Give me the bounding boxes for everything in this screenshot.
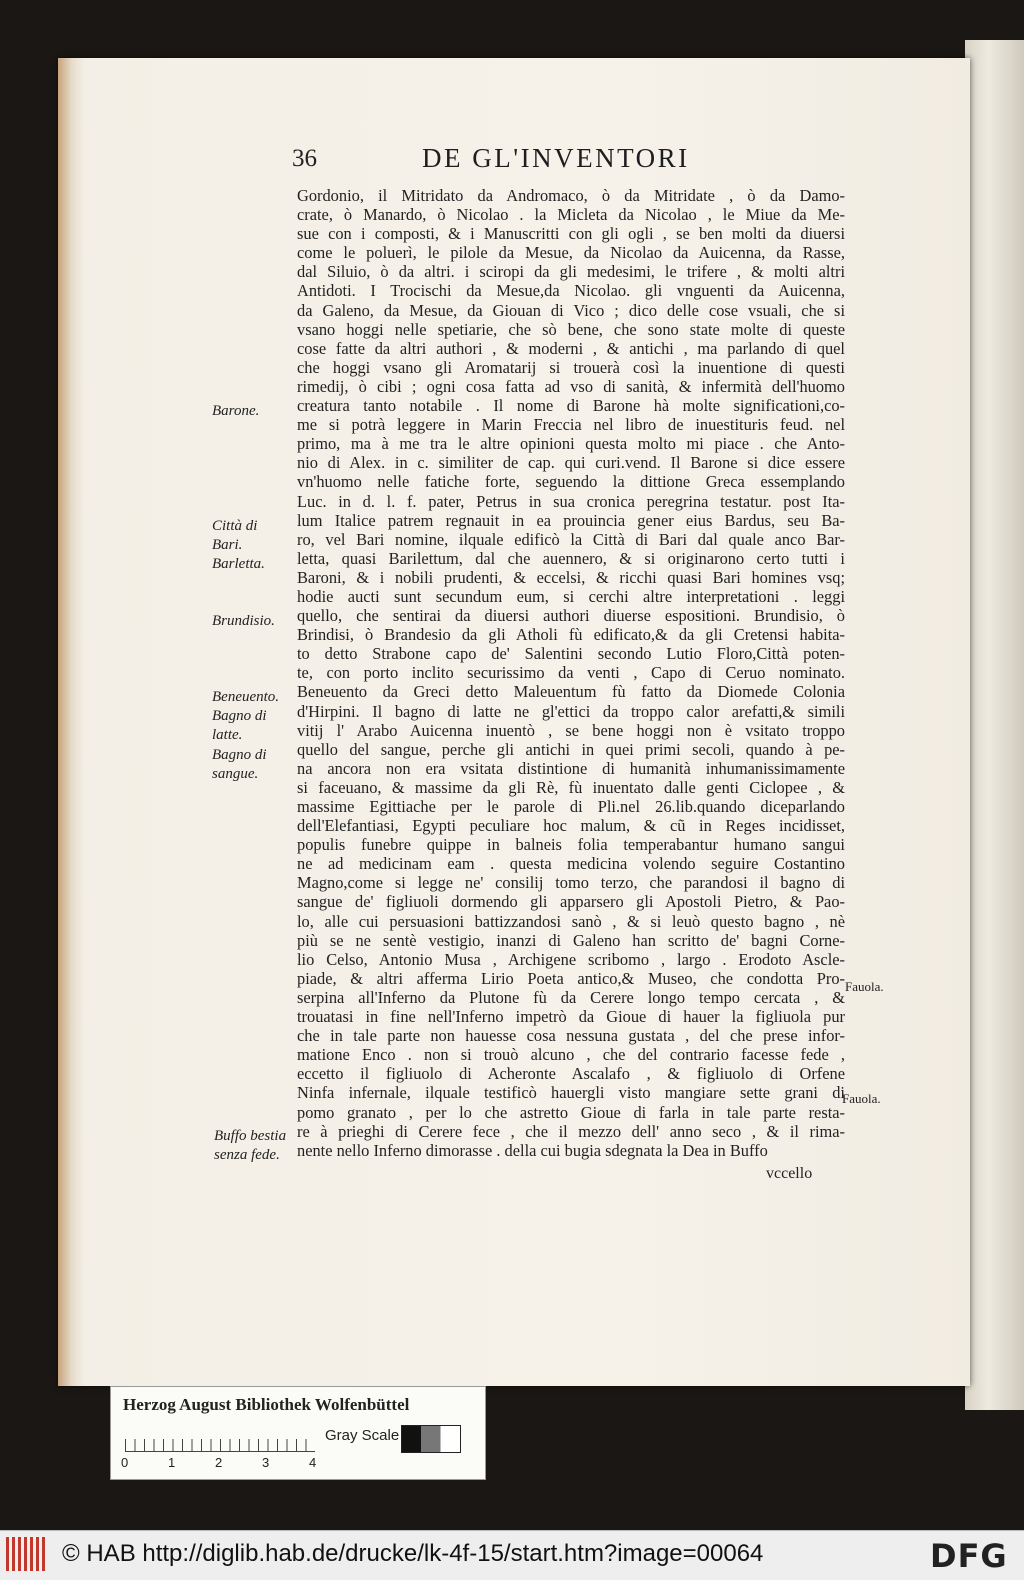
text-line: crate, ò Manardo, ò Nicolao . la Micleta da Nicolao , le Miue da Me- <box>297 205 845 225</box>
text-line: nente nello Inferno dimorasse . della cui bugia sdegnata la Dea in Buffo <box>297 1140 768 1160</box>
gray-scale-swatch <box>401 1425 461 1453</box>
text-line: massime Egittiache per le parole di Pli.nel 26.lib.quando diceparlando <box>297 797 845 816</box>
text-line: nio di Alex. in c. similiter de cap. qui curi.vend. Il Barone si dice essere <box>297 453 845 473</box>
library-name: Herzog August Bibliothek Wolfenbüttel <box>123 1395 410 1414</box>
ruler-number: 3 <box>262 1455 270 1470</box>
margin-note: Città di <box>212 518 258 534</box>
text-line: populis funebre quippe in balneis folia temperabantur humano sangui <box>297 835 845 855</box>
body-text <box>297 186 845 1160</box>
margin-note: Buffo bestia <box>214 1128 287 1144</box>
gray-scale-label: Gray Scale <box>325 1427 400 1444</box>
text-line: Antidoti. I Trocischi da Mesue,da Nicolao. gli vnguenti da Auicenna, <box>297 281 845 301</box>
text-line: più se ne sentè vestigio, inanzi di Galeno han scritto de' bagni Corne- <box>297 930 845 950</box>
text-line: piade, & altri afferma Lirio Poeta antico,& Museo, che condotta Pro- <box>297 968 845 988</box>
page-number: 36 <box>292 145 317 172</box>
text-line: Magno,come si legge ne' consilij tomo terzo, che parandosi il bagno di <box>297 873 845 893</box>
text-line: primo, ma à me tra le altre opinioni questa molto mi piace . che Anto- <box>297 434 845 454</box>
text-line: sangue de' figliuoli dormendo gli apparsero gli Apostoli Pietro, & Pao- <box>297 892 845 912</box>
text-line: Luc. in d. l. f. pater, Petrus in sua cronica peregrina testatur. post Ita- <box>297 491 845 511</box>
text-line: d'Hirpini. Il bagno di latte ne gl'ettici da troppo calor arefatti,& simili <box>297 701 845 721</box>
copyright-link[interactable]: © HAB http://diglib.hab.de/drucke/lk-4f-15/start.htm?image=00064 <box>62 1540 764 1567</box>
footer-bar <box>0 1530 1024 1580</box>
text-line: pomo granato , per lo che astretto Gioue di farla in tale parte resta- <box>297 1102 845 1122</box>
margin-note: Beneuento. <box>212 689 280 705</box>
text-line: hodie aucti sunt secundum eum, si cerchi altre interpretationi . leggi <box>297 586 845 606</box>
text-line: Brindisi, ò Brandesio da gli Atholi fù edificato,& da gli Cretensi habita- <box>297 625 845 645</box>
text-line: dal Siluio, ò da altri. i sciropi da gli medesimi, le trifere , & molti altri <box>297 262 845 282</box>
margin-note-right: Fauola. <box>845 979 884 994</box>
ruler-number: 4 <box>309 1455 317 1470</box>
ruler-number: 2 <box>215 1455 223 1470</box>
text-line: che hoggi vsano gli Aromatarij si trouerà così la inuentione di questi <box>297 357 845 377</box>
text-line: si faceuano, & massime da gli Rè, fù inuentato dalle genti Ciclopee , & <box>297 777 845 797</box>
margin-note: Bagno di <box>212 708 267 724</box>
margin-note: latte. <box>212 727 243 743</box>
text-line: lum Italice patrem regnauit in ea prouincia gener eius Bardus, seu Ba- <box>297 510 845 530</box>
text-line: ro, vel Bari nomine, ilquale edificò la Città di Bari dal quale anco Bar- <box>297 529 845 549</box>
text-line: vitij l' Arabo Auicenna inuentò , se bene hoggi non è vsitato troppo <box>297 720 845 740</box>
text-line: lo, alle cui persuasioni battizzandosi sanò , & si leuò questo bagno , nè <box>297 911 845 931</box>
catchword: vccello <box>766 1165 813 1182</box>
text-line: creatura tanto notabile . Il nome di Barone hà molte significationi,co- <box>297 396 845 416</box>
running-head: DE GL'INVENTORI <box>422 143 690 173</box>
text-line: lio Celso, Antonio Musa , Archigene scribomo , largo . Erodoto Ascle- <box>297 949 845 969</box>
text-line: te, con porto inclito securissimo da venti , Capo di Ceruo nominato. <box>297 663 845 683</box>
margin-note: sangue. <box>212 766 259 782</box>
margin-note-right: Fauola. <box>842 1091 881 1106</box>
adjacent-page-edge <box>965 40 1024 1410</box>
dfg-logo: DFG <box>930 1537 1008 1575</box>
text-line: Ninfa infernale, ilquale testificò hauergli visto mangiare sette grani di <box>297 1083 845 1103</box>
margin-note: Barone. <box>212 403 260 419</box>
text-line: na ancora non era vsitata distintione di humanità inhumanissimamente <box>297 758 845 778</box>
text-line: vn'huomo nelle fatiche forte, seguendo la dittione Greca essemplando <box>297 472 845 492</box>
margin-note: senza fede. <box>214 1147 280 1163</box>
text-line: che in tale parte non hauesse cosa nessuna gustata , del che prese infor- <box>297 1026 845 1046</box>
ruler-number: 1 <box>168 1455 176 1470</box>
text-line: Beneuento da Greci detto Maleuentum fù fatto da Diomede Colonia <box>297 682 845 702</box>
text-line: to detto Strabone capo de' Salentini secondo Lutio Floro,Città poten- <box>297 644 845 664</box>
text-line: serpina all'Inferno da Plutone fù da Cerere longo tempo cercata , & <box>297 987 845 1007</box>
text-line: matione Enco . non si trouò alcuno , che del contrario facesse fede , <box>297 1045 845 1065</box>
text-line: sue con i composti, & i Manuscritti con gli ogli , se ben molti da diuersi <box>297 224 845 244</box>
margin-note: Bagno di <box>212 747 267 763</box>
text-line: vsano hoggi nelle spetiarie, che sò bene, che sono state molte di queste <box>297 319 845 339</box>
text-line: come le poluerì, le pilole da Mesue, da Nicolao da Auicenna, da Rasse, <box>297 243 845 263</box>
text-line: da Galeno, da Mesue, da Giouan di Vico ; dico delle cose vsuali, che si <box>297 300 845 320</box>
text-line: Baroni, & i nobili prudenti, & eccelsi, & ricchi quasi Bari homines vsq; <box>297 567 845 587</box>
text-line: rimedij, ò cibi ; ogni cosa fatta ad vso di sanità, & infermità dell'huomo <box>297 376 845 396</box>
text-line: trouatasi in fine nell'Inferno impetrò da Gioue di hauer la figliuola pur <box>297 1007 845 1027</box>
text-line: re à prieghi di Cerere fece , che il mezzo dell' anno seco , & il rima- <box>297 1121 845 1141</box>
scale-ruler <box>125 1431 315 1452</box>
text-line: quello, che sentirai da diuersi authori diuerse espositioni. Brundisio, ò <box>297 606 845 626</box>
barcode-icon <box>6 1537 48 1571</box>
margin-note: Bari. <box>212 537 243 553</box>
margin-note: Barletta. <box>212 556 265 572</box>
color-calibration-card <box>110 1386 486 1480</box>
text-line: ne ad medicinam eam . questa medicina volendo seguire Costantino <box>297 854 845 874</box>
text-line: dell'Elefantiasi, Egypti peculiare hoc malum, & cũ in Reges incidisset, <box>297 816 845 836</box>
text-line: letta, quasi Barilettum, dal che auennero, & si originarono certo tutti i <box>297 548 845 568</box>
text-line: me si potrà leggere in Marin Freccia nel libro de inuestituris feud. nel <box>297 415 845 435</box>
text-line: cose fatte da altri authori , & moderni , & antichi , ma parlando di quel <box>297 338 845 358</box>
margin-note: Brundisio. <box>212 613 275 629</box>
text-line: quello del sangue, perche gli antichi in quei primi secoli, quando à pe- <box>297 739 845 759</box>
ruler-number: 0 <box>121 1455 129 1470</box>
text-line: Gordonio, il Mitridato da Andromaco, ò da Mitridate , ò da Damo- <box>297 186 845 205</box>
text-line: eccetto il figliuolo di Acheronte Ascalafo , & figliuolo di Orfene <box>297 1064 845 1084</box>
